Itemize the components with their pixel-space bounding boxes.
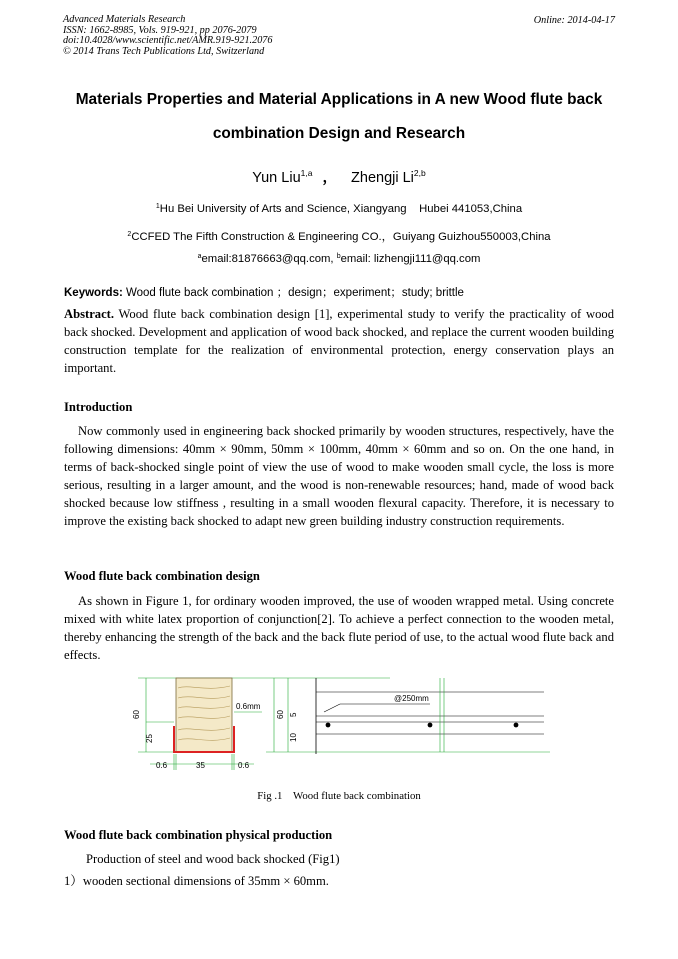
introduction-text: Now commonly used in engineering back shocked primarily by wooden structures, respectively, have the following dimensions: 40mm × 90mm, 50mm × 100mm, 40mm × 60mm and so on. On the one hand, in terms of back-shocked single point of view the use of wood to make wooden small cycle, the loss is more serious, resulting in a larger amount, and the wood is non-renewable resources; hand, made of wood back shocked because low stiffness , resulting in a small wooden flexural capacity. Therefore, it is necessary to improve the existing back shocked to adapt new green building industry construction requirements. (64, 424, 614, 528)
journal-header (63, 15, 272, 57)
author-2-name: Zhengji Li (351, 170, 414, 186)
journal-name: Advanced Materials Research (63, 14, 186, 25)
spacing-label: @250mm (394, 694, 429, 703)
author-1-name: Yun Liu (252, 170, 301, 186)
affiliation-2-sup: 2 (127, 231, 132, 238)
production-line-1: Production of steel and wood back shocked (Fig1) (86, 852, 340, 866)
dim-0-6mm-note: 0.6mm (236, 702, 261, 711)
production-heading: Wood flute back combination physical production (64, 828, 333, 842)
abstract (64, 306, 614, 378)
wood-section (174, 678, 234, 752)
design-text: As shown in Figure 1, for ordinary wooden improved, the use of wooden wrapped metal. Using concrete mixed with white latex proportion of conjunction[2]. To achieve a perfect connection to the wooden metal, thereby enhancing the strength of the back and the back flute period of use, to the actual wood flute back and effects. (64, 594, 614, 662)
affiliation-2 (0, 228, 678, 244)
dim-25: 25 (145, 734, 154, 743)
affiliation-1 (0, 203, 678, 215)
abstract-text: Wood flute back combination design [1], experimental study to verify the practicality of wood back shocked. Development and application of wood back shocked, and replace the current wooden building construction template for the realization of environmental protection, energy conservation plays an important. (64, 307, 614, 375)
keywords-label: Keywords: (64, 287, 123, 299)
production-line-2: 1）wooden sectional dimensions of 35mm × 60mm. (64, 874, 329, 888)
journal-issn: ISSN: 1662-8985, Vols. 919-921, pp 2076-2079 (63, 24, 257, 36)
introduction-heading: Introduction (64, 400, 133, 414)
online-date: Online: 2014-04-17 (533, 15, 615, 26)
journal-copyright: © 2014 Trans Tech Publications Ltd, Switzerland (63, 45, 265, 57)
dim-5: 5 (289, 712, 298, 717)
email-a-sup: a (197, 253, 202, 260)
author-1-sup: 1,a (300, 168, 313, 178)
design-heading: Wood flute back combination design (64, 569, 260, 583)
keywords (64, 284, 464, 300)
email-b-sup: b (336, 253, 341, 260)
author-list (0, 166, 678, 187)
author-2-sup: 2,b (413, 168, 426, 178)
affiliation-2-text: CCFED The Fifth Construction & Engineering CO.，Guiyang Guizhou550003,China (131, 231, 551, 243)
affiliation-1-sup: 1 (155, 203, 160, 210)
figure-1-drawing (130, 672, 550, 778)
dim-10: 10 (289, 733, 298, 742)
dim-35: 35 (196, 761, 205, 770)
dim-0-6-a: 0.6 (156, 761, 168, 770)
journal-doi: doi:10.4028/www.scientific.net/AMR.919-921.2076 (63, 35, 273, 47)
email-b: email: lizhengji111@qq.com (340, 253, 481, 265)
elevation-view (316, 678, 544, 754)
dim-60-left: 60 (132, 710, 141, 719)
dim-60-right: 60 (276, 710, 285, 719)
figure-1-caption: Fig .1 Wood flute back combination (257, 790, 421, 802)
paper-title-line-1: Materials Properties and Material Applications in A new Wood flute back (75, 91, 603, 108)
abstract-label: Abstract. (64, 307, 115, 321)
author-emails (0, 253, 678, 265)
email-a: email:81876663@qq.com, (201, 253, 337, 265)
paper-title-line-2: combination Design and Research (212, 125, 466, 142)
dim-0-6-b: 0.6 (238, 761, 250, 770)
author-separator: ， (322, 170, 337, 186)
affiliation-1-text: Hu Bei University of Arts and Science, Xiangyang Hubei 441053,China (159, 203, 523, 215)
keywords-text: Wood flute back combination ；design；experiment；study; brittle (122, 287, 464, 299)
